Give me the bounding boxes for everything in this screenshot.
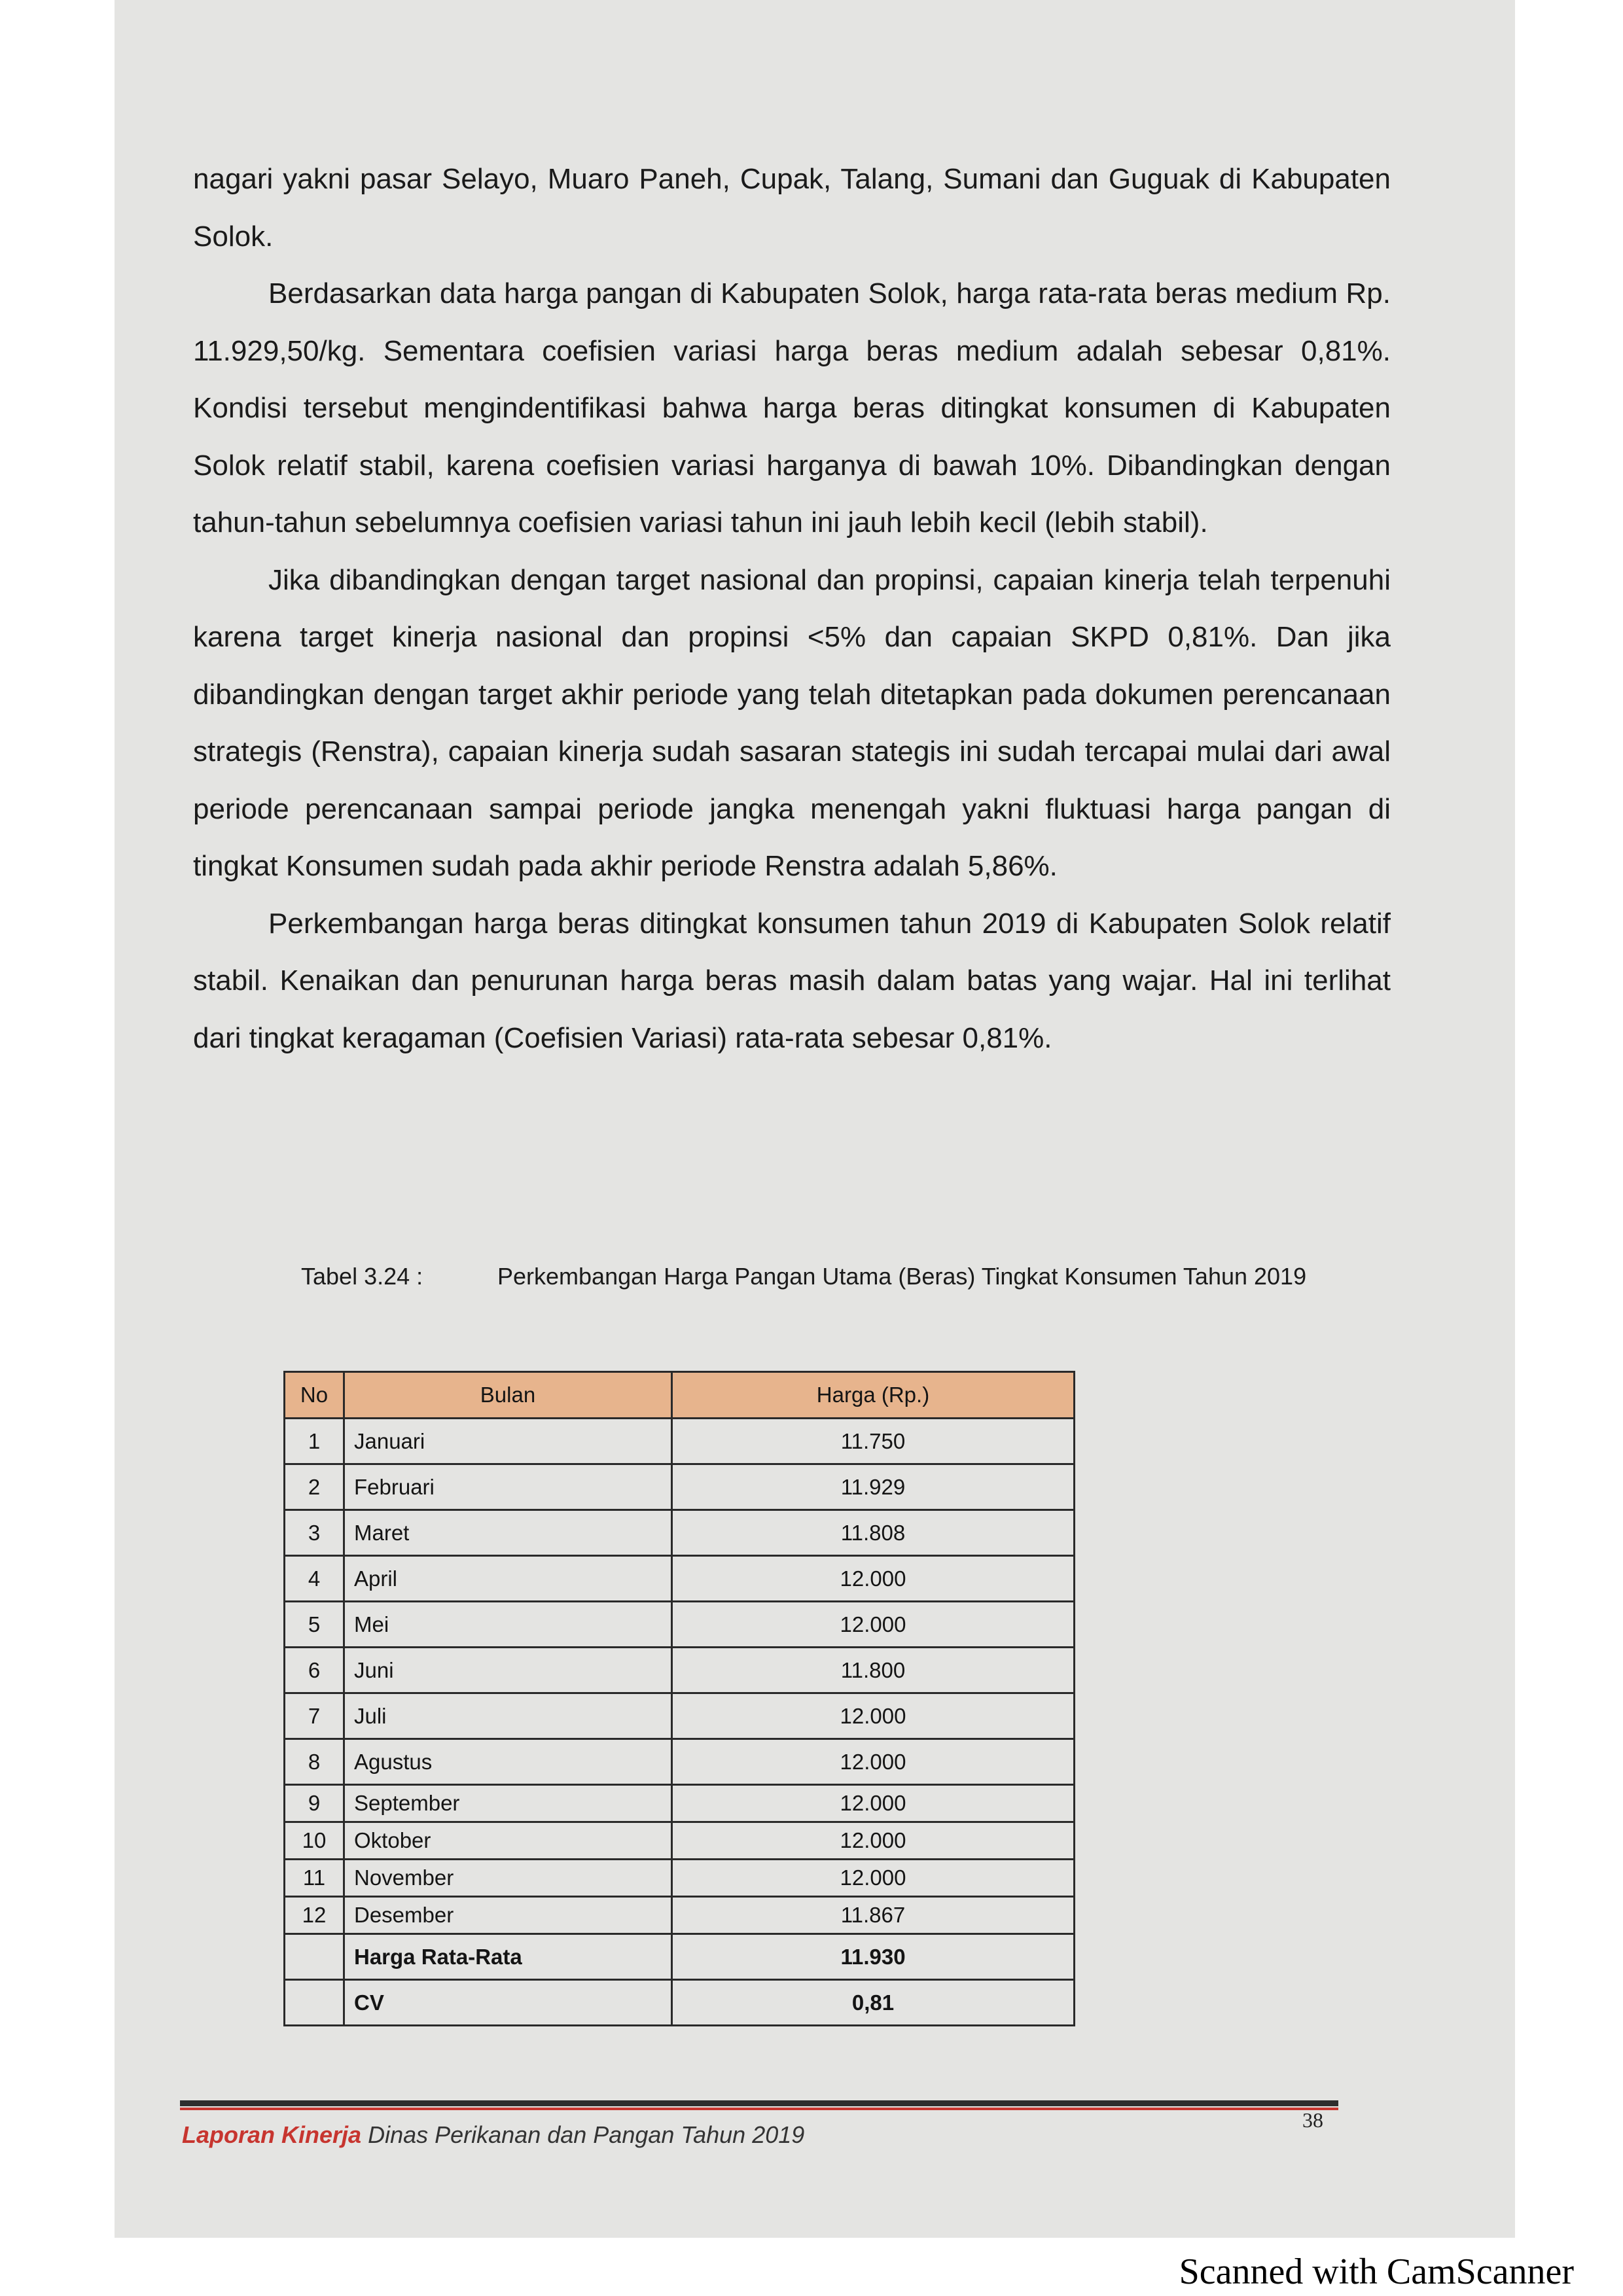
page-number: 38 (1302, 2108, 1323, 2132)
row-bulan: April (344, 1556, 672, 1602)
table-row (285, 1897, 1075, 1934)
paragraph-3: Jika dibandingkan dengan target nasional dan propinsi, capaian kinerja telah terpenuhi karena target kinerja nasional dan propinsi <5% dan capaian SKPD 0,81%. Dan jika dibandingkan dengan target akhir periode yang telah ditetapkan pada dokumen perencanaan strategis (Renstra), capaian kinerja sudah sasaran stategis ini sudah tercapai mulai dari awal periode perencanaan sampai periode jangka menengah yakni fluktuasi harga pangan di tingkat Konsumen sudah pada akhir periode Renstra adalah 5,86%. (193, 563, 1391, 882)
row-bulan: Oktober (344, 1822, 672, 1860)
row-harga: 12.000 (672, 1739, 1075, 1785)
row-bulan: Agustus (344, 1739, 672, 1785)
table-row (285, 1860, 1075, 1897)
row-bulan: Juni (344, 1648, 672, 1693)
row-harga: 11.929 (672, 1464, 1075, 1510)
row-no-empty (285, 1980, 344, 2026)
table-row (285, 1785, 1075, 1822)
row-harga: 11.750 (672, 1419, 1075, 1464)
row-harga: 12.000 (672, 1860, 1075, 1897)
row-bulan: November (344, 1860, 672, 1897)
average-value: 11.930 (672, 1934, 1075, 1980)
row-harga: 11.808 (672, 1510, 1075, 1556)
row-bulan: Mei (344, 1602, 672, 1648)
table-title: Perkembangan Harga Pangan Utama (Beras) Tingkat Konsumen Tahun 2019 (497, 1263, 1307, 1290)
footer-brand: Laporan Kinerja (182, 2121, 362, 2148)
average-row (285, 1934, 1075, 1980)
row-no: 5 (285, 1602, 344, 1648)
row-bulan: Maret (344, 1510, 672, 1556)
row-no: 6 (285, 1648, 344, 1693)
row-harga: 12.000 (672, 1556, 1075, 1602)
row-no: 1 (285, 1419, 344, 1464)
row-harga: 12.000 (672, 1602, 1075, 1648)
camscanner-watermark: Scanned with CamScanner (1179, 2252, 1574, 2292)
footer-rule (180, 2100, 1338, 2106)
row-harga: 12.000 (672, 1822, 1075, 1860)
row-bulan: Desember (344, 1897, 672, 1934)
table-row (285, 1602, 1075, 1648)
header-no: No (285, 1372, 344, 1419)
row-no: 4 (285, 1556, 344, 1602)
footer-accent-rule (180, 2108, 1338, 2110)
row-no: 11 (285, 1860, 344, 1897)
body-text (193, 150, 1391, 1067)
row-no: 9 (285, 1785, 344, 1822)
cv-value: 0,81 (672, 1980, 1075, 2026)
paragraph-2: Berdasarkan data harga pangan di Kabupaten Solok, harga rata-rata beras medium Rp. 11.929,50/kg. Sementara coefisien variasi harga beras medium adalah sebesar 0,81%. Kondisi tersebut mengindentifikasi bahwa harga beras ditingkat konsumen di Kabupaten Solok relatif stabil, karena coefisien variasi harganya di bawah 10%. Dibandingkan dengan tahun-tahun sebelumnya coefisien variasi tahun ini jauh lebih kecil (lebih stabil). (193, 277, 1391, 539)
table-row (285, 1693, 1075, 1739)
table-row (285, 1510, 1075, 1556)
table-header-row (285, 1372, 1075, 1419)
footer (182, 2121, 804, 2149)
paragraph-1: nagari yakni pasar Selayo, Muaro Paneh, Cupak, Talang, Sumani dan Guguak di Kabupaten Solok. (193, 163, 1391, 253)
row-no: 8 (285, 1739, 344, 1785)
table-row (285, 1739, 1075, 1785)
table-label: Tabel 3.24 : (301, 1263, 423, 1290)
row-harga: 11.867 (672, 1897, 1075, 1934)
paragraph-4: Perkembangan harga beras ditingkat konsumen tahun 2019 di Kabupaten Solok relatif stabil. Kenaikan dan penurunan harga beras masih dalam batas yang wajar. Hal ini terlihat dari tingkat keragaman (Coefisien Variasi) rata-rata sebesar 0,81%. (193, 907, 1391, 1054)
cv-label: CV (344, 1980, 672, 2026)
row-harga: 12.000 (672, 1785, 1075, 1822)
row-harga: 12.000 (672, 1693, 1075, 1739)
row-bulan: Januari (344, 1419, 672, 1464)
row-no: 3 (285, 1510, 344, 1556)
table-row (285, 1822, 1075, 1860)
row-harga: 11.800 (672, 1648, 1075, 1693)
table-row (285, 1419, 1075, 1464)
row-no: 2 (285, 1464, 344, 1510)
table-row (285, 1648, 1075, 1693)
row-no: 7 (285, 1693, 344, 1739)
price-table (283, 1371, 1075, 2026)
header-bulan: Bulan (344, 1372, 672, 1419)
row-no: 10 (285, 1822, 344, 1860)
row-bulan: Juli (344, 1693, 672, 1739)
table-row (285, 1464, 1075, 1510)
table-row (285, 1556, 1075, 1602)
header-harga: Harga (Rp.) (672, 1372, 1075, 1419)
row-no: 12 (285, 1897, 344, 1934)
cv-row (285, 1980, 1075, 2026)
row-bulan: Februari (344, 1464, 672, 1510)
average-label: Harga Rata-Rata (344, 1934, 672, 1980)
footer-title: Dinas Perikanan dan Pangan Tahun 2019 (368, 2121, 805, 2148)
row-bulan: September (344, 1785, 672, 1822)
row-no-empty (285, 1934, 344, 1980)
